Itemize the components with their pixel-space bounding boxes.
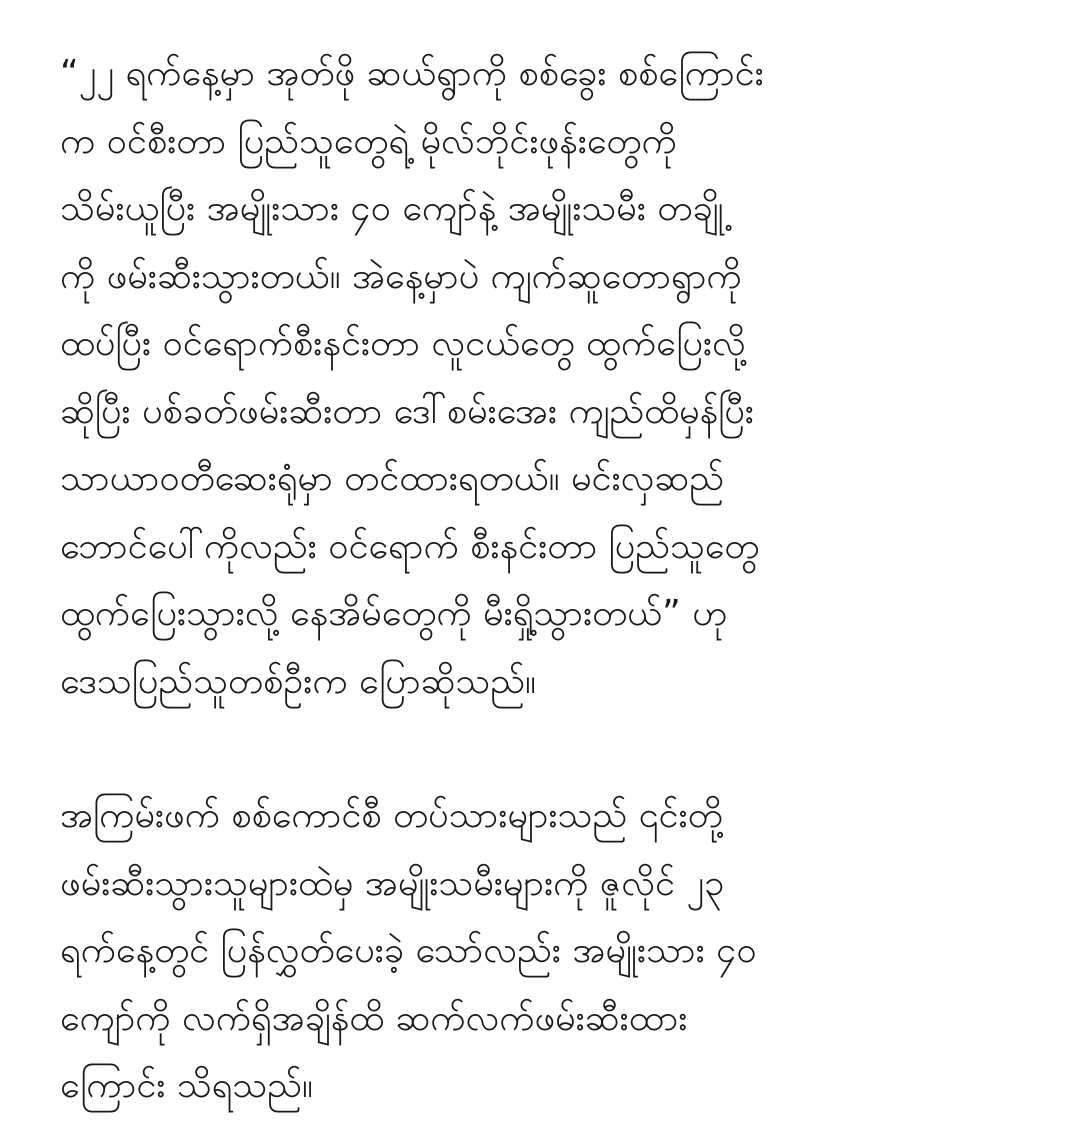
text-line: ဒေသပြည်သူတစ်ဦးက ပြောဆိုသည်။ [60,660,536,702]
text-line: ဘောင်ပေါ်ကိုလည်း ဝင်ရောက် စီးနင်းတာ ပြည်သူတွေ [60,525,760,567]
paragraph-body [60,782,1040,1120]
text-line: က ဝင်စီးတာ ပြည်သူတွေရဲ့ မိုလ်ဘိုင်းဖုန်းတွေကို [60,120,677,162]
paragraph-spacer [60,715,1040,782]
text-line: ရက်နေ့တွင် ပြန်လွှတ်ပေးခဲ့ သော်လည်း အမျိုးသား ၄၀ [60,930,757,971]
text-line: ကျော်ကို လက်ရှိအချိန်ထိ ဆက်လက်ဖမ်းဆီးထား [60,997,688,1039]
text-line: ကြောင်း သိရသည်။ [60,1065,313,1106]
text-line: ကို ဖမ်းဆီးသွားတယ်။ အဲနေ့မှာပဲ ကျက်ဆူတောရွာကို [60,255,742,297]
text-line: ဖမ်းဆီးသွားသူများထဲမှ အမျိုးသမီးများကို ဇူလိုင် ၂၃ [60,862,725,904]
text-line: ထပ်ပြီး ဝင်ရောက်စီးနင်းတာ လူငယ်တွေ ထွက်ပြေးလို့ [60,323,746,364]
text-line: ထွက်ပြေးသွားလို့ နေအိမ်တွေကို မီးရှို့သွားတယ်” ဟု [60,593,728,634]
text-line: အကြမ်းဖက် စစ်ကောင်စီ တပ်သားများသည် ၎င်းတို့ [60,795,723,836]
text-line: သိမ်းယူပြီး အမျိုးသား ၄၀ ကျော်နဲ့ အမျိုးသမီး တချို့ [60,188,724,229]
text-line: “၂၂ ရက်နေ့မှာ အုတ်ဖို ဆယ်ရွာကို စစ်ခွေး စစ်ကြောင်း [60,53,764,94]
text-line: သာယာဝတီဆေးရုံမှာ တင်ထားရတယ်။ မင်းလှဆည် [60,458,724,499]
text-line: ဆိုပြီး ပစ်ခတ်ဖမ်းဆီးတာ ဒေါ်စမ်းအေး ကျည်ထိမှန်ပြီး [60,390,754,432]
paragraph-quote [60,40,1040,715]
